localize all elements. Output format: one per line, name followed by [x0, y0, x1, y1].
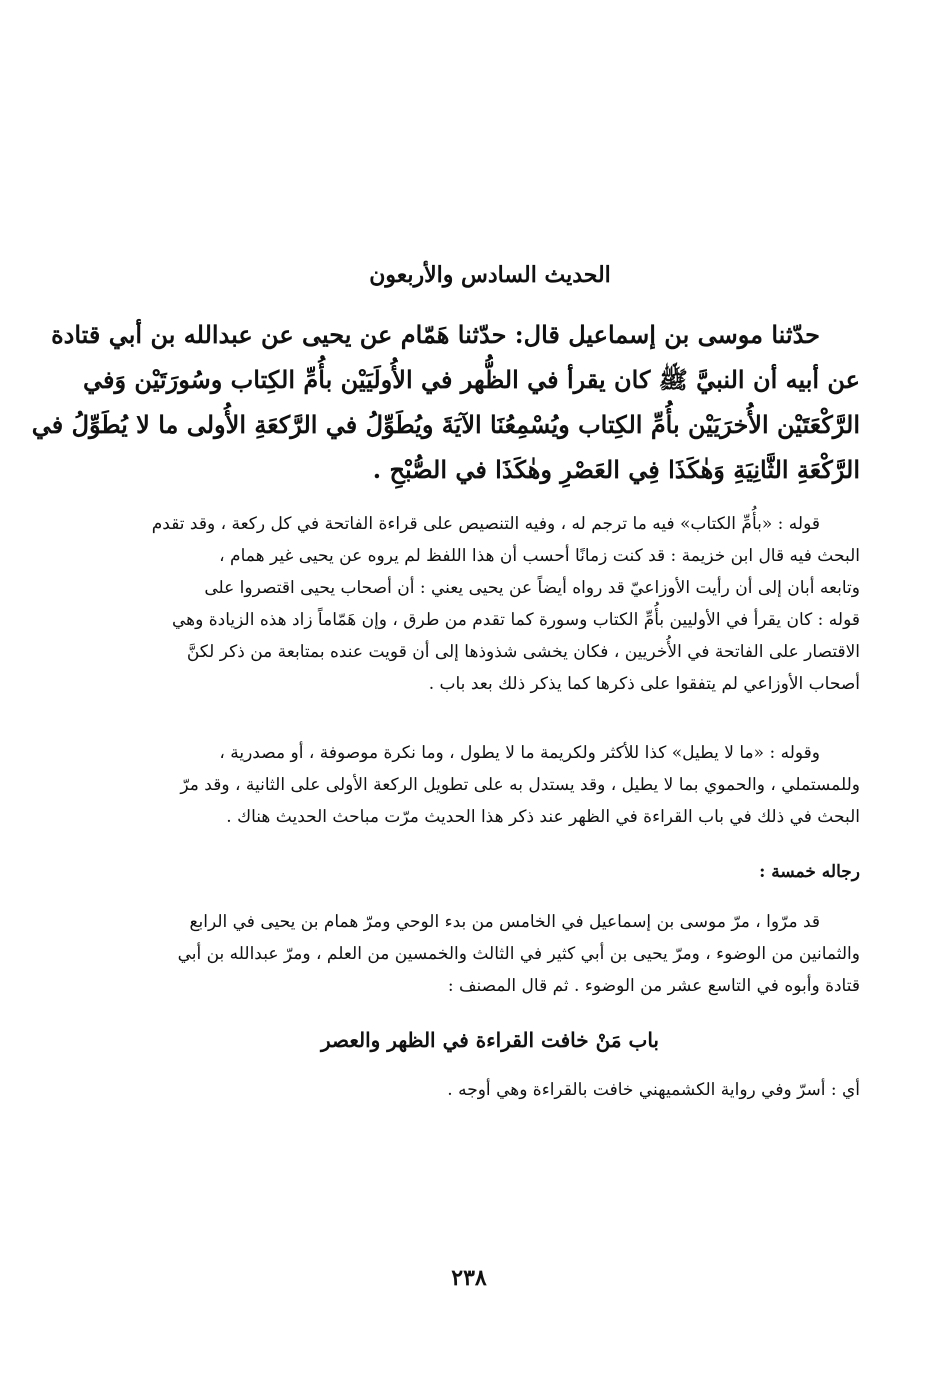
commentary-line: وللمستملي ، والحموي بما لا يطيل ، وقد يستدل به على تطويل الركعة الأولى على الثانية ، وقد مرّ: [180, 775, 860, 795]
commentary-line: قوله : كان يقرأ في الأوليين بأُمِّ الكتاب وسورة كما تقدم من طرق ، وإن هَمّاماً زاد هذه الزيادة وهي: [172, 610, 860, 630]
commentary-line: البحث فيه قال ابن خزيمة : قد كنت زمانًا أحسب أن هذا اللفظ لم يروه عن يحيى غير همام ،: [219, 546, 860, 566]
narrators-heading: رجاله خمسة :: [759, 862, 860, 882]
commentary-line: قوله : «بأُمِّ الكتاب» فيه ما ترجم له ، وفيه التنصيص على قراءة الفاتحة في كل ركعة ، وقد تقدم: [151, 514, 820, 534]
commentary-line: وقوله : «ما لا يطيل» كذا للأكثر ولكريمة ما لا يطول ، وما نكرة موصوفة ، أو مصدرية ،: [219, 743, 820, 763]
hadith-text: [31, 312, 860, 492]
chapter-explanation: [120, 1074, 860, 1106]
commentary-line: قتادة وأبوه في التاسع عشر من الوضوء . ثم قال المصنف :: [447, 976, 860, 996]
commentary-line: أصحاب الأوزاعي لم يتفقوا على ذكرها كما يذكر ذلك بعد باب .: [428, 674, 860, 694]
narrators-section: [120, 856, 860, 888]
page-number: ٢٣٨: [451, 1265, 487, 1291]
commentary-line: قد مرّوا ، مرّ موسى بن إسماعيل في الخامس من بدء الوحي ومرّ همام بن يحيى في الرابع: [189, 912, 820, 932]
hadith-line: حدّثنا موسى بن إسماعيل قال: حدّثنا هَمّام عن يحيى عن عبدالله بن أبي قتادة: [51, 320, 820, 349]
hadith-line: الرَّكْعَةِ الثَّانِيَةِ وَهٰكَذَا فِي العَصْرِ وهٰكَذَا في الصُّبْحِ .: [372, 455, 860, 484]
commentary-line: البحث في ذلك في باب القراءة في الظهر عند ذكر هذا الحديث مرّت مباحث الحديث هناك .: [226, 807, 860, 827]
hadith-line: الرَّكْعَتَيْن الأُخرَيَيْن بأُمِّ الكِتاب ويُسْمِعُنَا الآيَةَ ويُطَوِّلُ في الرَّكعَةِ الأُولى ما لا يُطَوِّلُ في: [31, 410, 860, 439]
commentary-paragraph-1: [120, 508, 860, 700]
commentary-line: والثمانين من الوضوء ، ومرّ يحيى بن أبي كثير في الثالث والخمسين من العلم ، ومرّ عبدالله بن أبي: [177, 944, 860, 964]
commentary-line: أي : أسرّ وفي رواية الكشميهني خافت بالقراءة وهي أوجه .: [447, 1080, 860, 1100]
commentary-paragraph-2: [120, 737, 860, 833]
hadith-line: عن أبيه أن النبيَّ ﷺ كان يقرأ في الظُّهر في الأُولَيَيْن بأُمِّ الكِتاب وسُورَتَيْن وَفي: [83, 365, 860, 394]
hadith-title: الحديث السادس والأربعون: [369, 262, 611, 288]
commentary-line: وتابعه أبان إلى أن رأيت الأوزاعيّ قد رواه أيضاً عن يحيى يعني : أن أصحاب يحيى اقتصروا على: [204, 578, 860, 598]
commentary-line: الاقتصار على الفاتحة في الأُخريين ، فكان يخشى شذوذها إلى أن قويت عنده بمتابعة من ذكر لكنَّ: [186, 642, 860, 662]
chapter-heading: باب مَنْ خافت القراءة في الظهر والعصر: [321, 1028, 659, 1052]
commentary-paragraph-3: [120, 906, 860, 1002]
